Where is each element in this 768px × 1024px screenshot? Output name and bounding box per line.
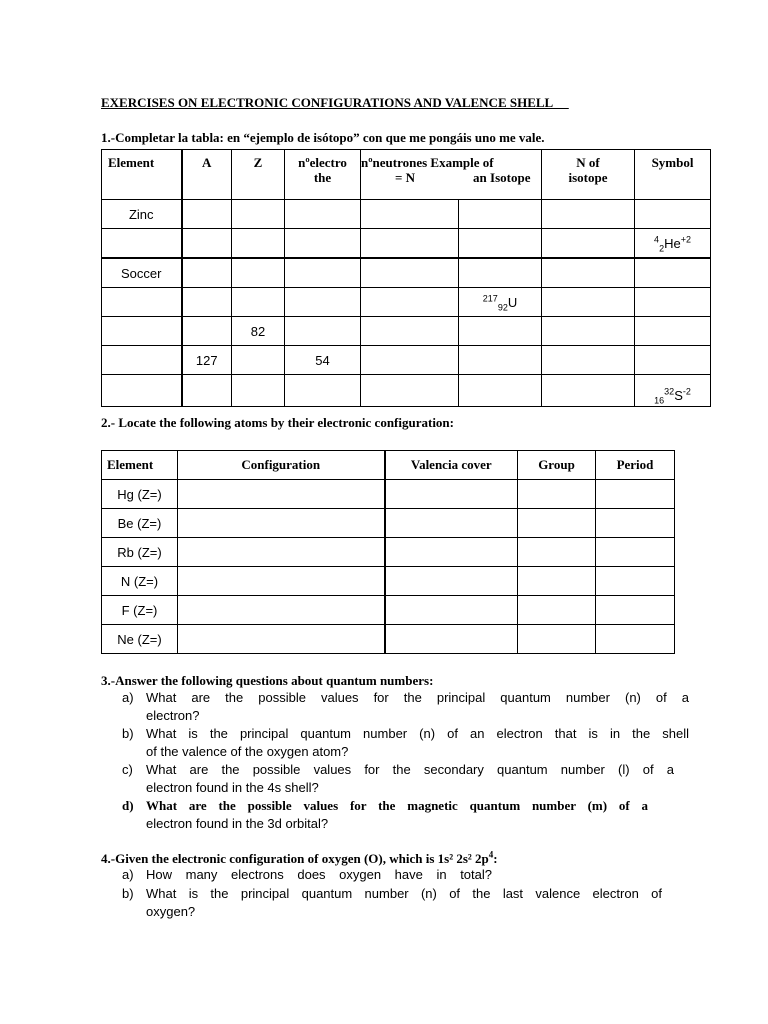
cell-electrons[interactable] [285, 200, 361, 229]
cell-configuration[interactable] [178, 509, 385, 538]
cell-period[interactable] [596, 480, 675, 509]
isotope-table [101, 149, 711, 407]
item-text-continued: electron found in the 4s shell? [146, 780, 319, 795]
cell-group[interactable] [518, 480, 596, 509]
cell-element[interactable]: Soccer [102, 258, 182, 288]
col-header-neutrons: nºneutrones Example of = N an Isotope [361, 150, 542, 200]
question-4-heading: 4.-Given the electronic configuration of oxygen (O), which is 1s² 2s² $2p^4$: [101, 849, 498, 866]
cell-valencia-cover[interactable] [385, 480, 518, 509]
item-label: a) [122, 690, 134, 705]
item-text: What are the possible values for the secondary quantum number (l) of a [146, 762, 674, 777]
helium-symbol: $^4_2He^{+2}$ [654, 234, 691, 254]
cell-n-of-isotope[interactable] [542, 288, 635, 317]
cell-a[interactable]: 127 [182, 346, 232, 375]
cell-element[interactable] [102, 317, 182, 346]
table-row [102, 317, 711, 346]
cell-isotope[interactable] [459, 375, 542, 407]
cell-electrons[interactable] [285, 229, 361, 259]
table-row [102, 375, 711, 407]
cell-symbol-helium[interactable] [635, 229, 711, 259]
table-header-row [102, 451, 675, 480]
cell-element[interactable]: Be (Z=) [102, 509, 178, 538]
cell-period[interactable] [596, 596, 675, 625]
cell-z[interactable] [232, 229, 285, 259]
cell-symbol[interactable] [635, 346, 711, 375]
cell-a[interactable] [182, 317, 232, 346]
cell-configuration[interactable] [178, 538, 385, 567]
table-row [102, 200, 711, 229]
cell-z[interactable] [232, 200, 285, 229]
table-row [102, 538, 675, 567]
item-text: What is the principal quantum number (n) of the last valence electron of [146, 886, 662, 901]
col-header-valencia-cover: Valencia cover [385, 451, 518, 480]
cell-a[interactable] [182, 229, 232, 259]
col-header-a: A [182, 150, 232, 200]
table-row [102, 288, 711, 317]
table-row [102, 229, 711, 259]
cell-isotope[interactable] [459, 346, 542, 375]
cell-element[interactable] [102, 229, 182, 259]
col-header-n-of-isotope: N of isotope [542, 150, 635, 200]
cell-group[interactable] [518, 538, 596, 567]
cell-configuration[interactable] [178, 625, 385, 654]
cell-neutrons[interactable] [361, 317, 459, 346]
item-text-continued: electron found in the 3d orbital? [146, 816, 329, 831]
cell-configuration[interactable] [178, 480, 385, 509]
cell-neutrons[interactable] [361, 200, 459, 229]
cell-valencia-cover[interactable] [385, 596, 518, 625]
col-header-symbol: Symbol [635, 150, 711, 200]
cell-neutrons[interactable] [361, 229, 459, 259]
cell-valencia-cover[interactable] [385, 538, 518, 567]
col-header-z: Z [232, 150, 285, 200]
cell-electrons[interactable] [285, 317, 361, 346]
cell-n-of-isotope[interactable] [542, 258, 635, 288]
cell-symbol[interactable] [635, 200, 711, 229]
table-row [102, 346, 711, 375]
cell-isotope[interactable] [459, 229, 542, 259]
cell-z[interactable] [232, 346, 285, 375]
table-row [102, 480, 675, 509]
question-2-heading: 2.- Locate the following atoms by their electronic configuration: [101, 415, 454, 430]
cell-configuration[interactable] [178, 567, 385, 596]
cell-n-of-isotope[interactable] [542, 200, 635, 229]
cell-valencia-cover[interactable] [385, 509, 518, 538]
table-header-row [102, 150, 711, 200]
table-row [102, 258, 711, 288]
cell-valencia-cover[interactable] [385, 625, 518, 654]
item-label: c) [122, 762, 133, 777]
table-row [102, 567, 675, 596]
cell-neutrons[interactable] [361, 346, 459, 375]
col-header-configuration: Configuration [178, 451, 385, 480]
cell-electrons[interactable]: 54 [285, 346, 361, 375]
cell-element[interactable]: Zinc [102, 200, 182, 229]
cell-neutrons[interactable] [361, 375, 459, 407]
cell-element[interactable] [102, 346, 182, 375]
cell-n-of-isotope[interactable] [542, 346, 635, 375]
cell-electrons[interactable] [285, 375, 361, 407]
cell-symbol-sulfur[interactable] [635, 375, 711, 407]
cell-n-of-isotope[interactable] [542, 229, 635, 259]
item-label: a) [122, 867, 134, 882]
cell-a[interactable] [182, 258, 232, 288]
cell-isotope[interactable] [459, 258, 542, 288]
item-text-continued: electron? [146, 708, 200, 723]
cell-n-of-isotope[interactable] [542, 375, 635, 407]
cell-electrons[interactable] [285, 288, 361, 317]
cell-period[interactable] [596, 509, 675, 538]
cell-group[interactable] [518, 625, 596, 654]
cell-element[interactable] [102, 375, 182, 407]
cell-n-of-isotope[interactable] [542, 317, 635, 346]
cell-symbol[interactable] [635, 258, 711, 288]
item-label: d) [122, 798, 134, 813]
cell-configuration[interactable] [178, 596, 385, 625]
question-3-heading: 3.-Answer the following questions about quantum numbers: [101, 673, 434, 688]
item-text: What are the possible values for the principal quantum number (n) of a [146, 690, 689, 705]
cell-isotope[interactable] [459, 317, 542, 346]
cell-neutrons[interactable] [361, 288, 459, 317]
cell-a[interactable] [182, 375, 232, 407]
item-text: What is the principal quantum number (n) of an electron that is in the shell [146, 726, 689, 741]
col-header-electrons: nºelectro the [285, 150, 361, 200]
cell-neutrons[interactable] [361, 258, 459, 288]
question-1-heading: 1.-Completar la tabla: en “ejemplo de isótopo” con que me pongáis uno me vale. [101, 130, 545, 145]
item-text-continued: of the valence of the oxygen atom? [146, 744, 349, 759]
cell-element[interactable]: F (Z=) [102, 596, 178, 625]
cell-electrons[interactable] [285, 258, 361, 288]
item-label: b) [122, 886, 134, 901]
cell-isotope-uranium[interactable] [459, 288, 542, 317]
configuration-table [101, 450, 675, 654]
sulfur-symbol: $_{16}^{32}S^{-2}$ [654, 386, 691, 406]
table-row [102, 596, 675, 625]
cell-group[interactable] [518, 567, 596, 596]
cell-group[interactable] [518, 509, 596, 538]
cell-period[interactable] [596, 625, 675, 654]
item-text: What are the possible values for the magnetic quantum number (m) of a [146, 798, 648, 813]
col-header-element: Element [102, 150, 182, 200]
cell-z[interactable] [232, 375, 285, 407]
cell-z[interactable] [232, 258, 285, 288]
cell-z[interactable] [232, 288, 285, 317]
cell-isotope[interactable] [459, 200, 542, 229]
cell-element[interactable]: N (Z=) [102, 567, 178, 596]
table-row [102, 625, 675, 654]
col-header-element: Element [102, 451, 178, 480]
cell-symbol[interactable] [635, 288, 711, 317]
cell-element[interactable]: Hg (Z=) [102, 480, 178, 509]
page-title: EXERCISES ON ELECTRONIC CONFIGURATIONS AND VALENCE SHELL [101, 95, 553, 110]
cell-a[interactable] [182, 200, 232, 229]
cell-element[interactable] [102, 288, 182, 317]
cell-a[interactable] [182, 288, 232, 317]
col-header-period: Period [596, 451, 675, 480]
col-header-group: Group [518, 451, 596, 480]
cell-element[interactable]: Rb (Z=) [102, 538, 178, 567]
item-label: b) [122, 726, 134, 741]
cell-period[interactable] [596, 567, 675, 596]
item-text: How many electrons does oxygen have in total? [146, 867, 492, 882]
cell-period[interactable] [596, 538, 675, 567]
table-row [102, 509, 675, 538]
cell-z[interactable]: 82 [232, 317, 285, 346]
cell-group[interactable] [518, 596, 596, 625]
cell-element[interactable]: Ne (Z=) [102, 625, 178, 654]
cell-symbol[interactable] [635, 317, 711, 346]
item-text-continued: oxygen? [146, 904, 196, 919]
uranium-symbol: $^{217}_{92}$U [482, 293, 518, 313]
cell-valencia-cover[interactable] [385, 567, 518, 596]
